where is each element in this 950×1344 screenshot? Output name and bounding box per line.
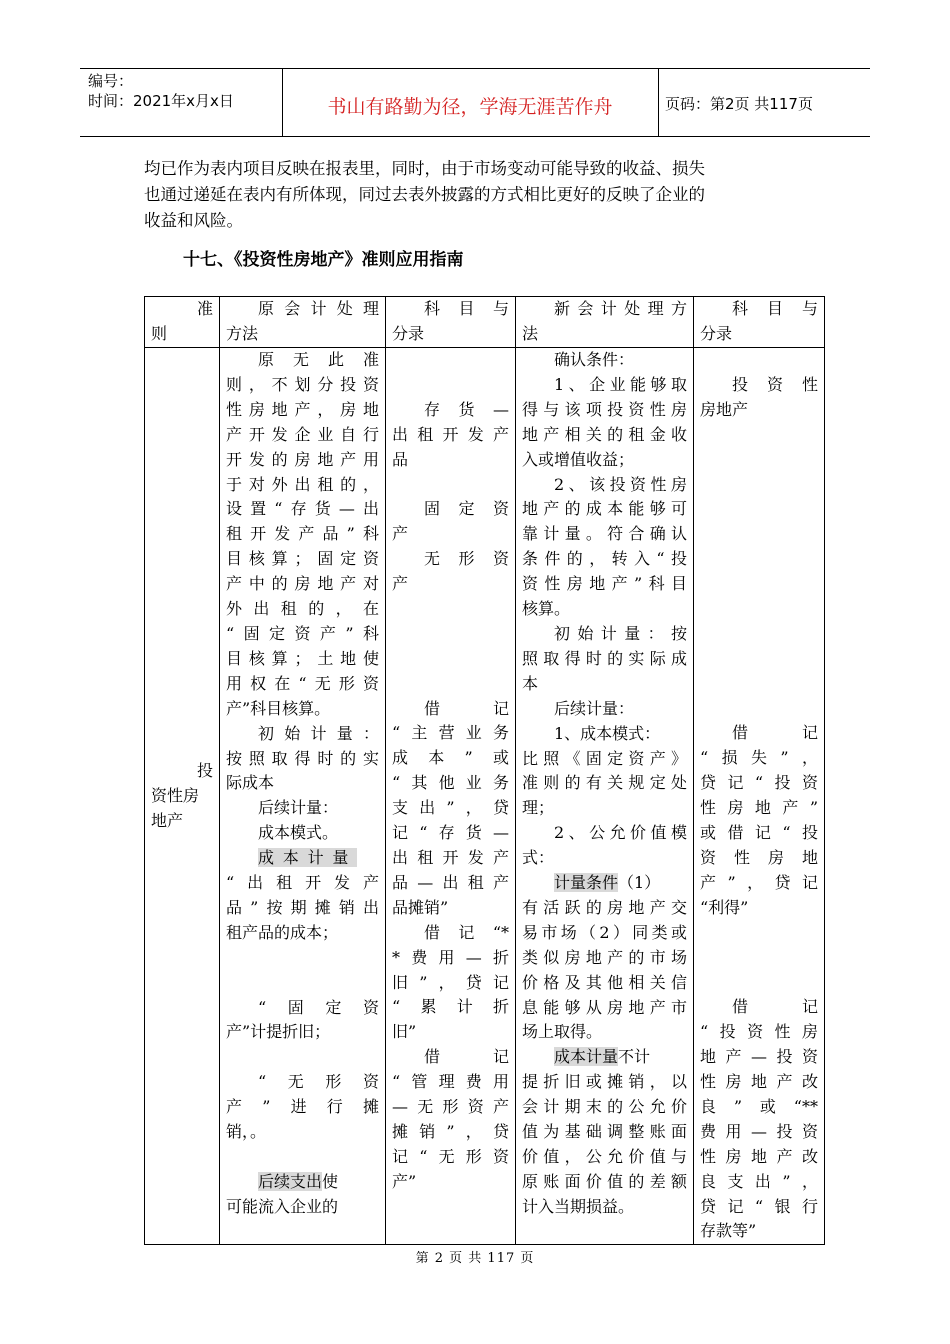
highlight-measurement-conditions: 计量条件: [554, 873, 619, 893]
cell-new-method: 确认条件： 1、企业能够取 得与该项投资性房 地产相关的租金收 入或增值收益； 2、该投资性房 地产的成本能够可 靠计量。符合确认 条件的，转入“投 资性房地产”科目 核算。 初始计量：按 照取得时的实际成 本 后续计量： 1、成本模式： 比照《固定资产》 准则的有关规定处 理； 2、公允价值模 式： 计量条件（1） 有活跃的房地产交 易市场（2）同类或 类似房地产的市场 价格及其他相关信 息能够从房地产市 场上取得。 成本计量不计 提折旧或摊销，以 会计期末的公允价 值为基础调整账面 价值，公允价值与 原账面价值的差额 计入当期损益。: [516, 348, 694, 1245]
cell-accounts-1: 存货— 出租开发产 品 固定资 产 无形资 产 借记 “主营业务 成本”或 “其他业务 支出”，贷 记“存货— 出租开发产 品—出租产 品摊销” 借记“* *费用—折 旧”，贷记 “累计折 旧” 借记 “管理费用 —无形资产 摊销”，贷 记“无形资 产”: [386, 348, 516, 1245]
header-cell-standard: 准 则: [145, 297, 220, 348]
header-number: 编号：: [88, 72, 134, 90]
highlight-subsequent-expenditure: 后续支出: [258, 1171, 323, 1191]
cell-original-method: 原无此准 则，不划分投资 性房地产，房地 产开发企业自行 开发的房地产用 于对外出租的， 设置“存货—出 租开发产品”科 目核算；固定资 产中的房地产对 外出租的，在 “固定资产”科 目核算；土地使 用权在“无形资 产”科目核算。 初始计量： 按照取得时的实 际成本 后续计量： 成本模式。 成本计量 “出租开发产 品”按期摊销出 租产品的成本； “固定资 产”计提折旧； “无形资 产”进行摊 销，。 后续支出使 可能流入企业的: [220, 348, 386, 1245]
header-time: 时间：2021年x月x日: [88, 92, 234, 110]
intro-line: 也通过递延在表内有所体现，同过去表外披露的方式相比更好的反映了企业的: [144, 185, 705, 204]
header-divider-right: [658, 68, 659, 136]
table-row: [145, 348, 825, 1245]
header-cell-accounts-2: 科目与 分录: [694, 297, 825, 348]
header-cell-accounts-1: 科目与 分录: [386, 297, 516, 348]
cell-accounts-2: 投资性 房地产 借记 “损失”， 贷记“投资 性房地产” 或借记“投 资性房地 产”，贷记 “利得” 借记 “投资性房 地产—投资 性房地产改 良”或“** 费用—投资 性房地产改 良支出”， 贷记“银行 存款等”: [694, 348, 825, 1245]
header-top-rule: [80, 68, 870, 69]
intro-line: 收益和风险。: [144, 211, 243, 230]
guideline-table: [144, 296, 825, 1245]
header-cell-new-method: 新会计处理方 法: [516, 297, 694, 348]
table-header-row: [145, 297, 825, 348]
cell-standard-name: 投 资性房 地产: [145, 348, 220, 1245]
header-motto: 书山有路勤为径，学海无涯苦作舟: [327, 96, 613, 118]
header-bottom-rule: [80, 136, 870, 137]
highlight-cost-measurement: 成本计量: [258, 848, 358, 868]
intro-paragraph: [144, 156, 824, 234]
intro-line: 均已作为表内项目反映在报表里，同时，由于市场变动可能导致的收益、损失: [144, 159, 705, 178]
header-cell-original-method: 原会计处理 方法: [220, 297, 386, 348]
highlight-cost-measurement-new: 成本计量: [554, 1047, 619, 1067]
header-page: 页码：第2页 共117页: [665, 95, 813, 113]
section-title: 十七、《投资性房地产》准则应用指南: [183, 250, 464, 270]
page-footer: 第 2 页 共 117 页: [415, 1251, 535, 1266]
